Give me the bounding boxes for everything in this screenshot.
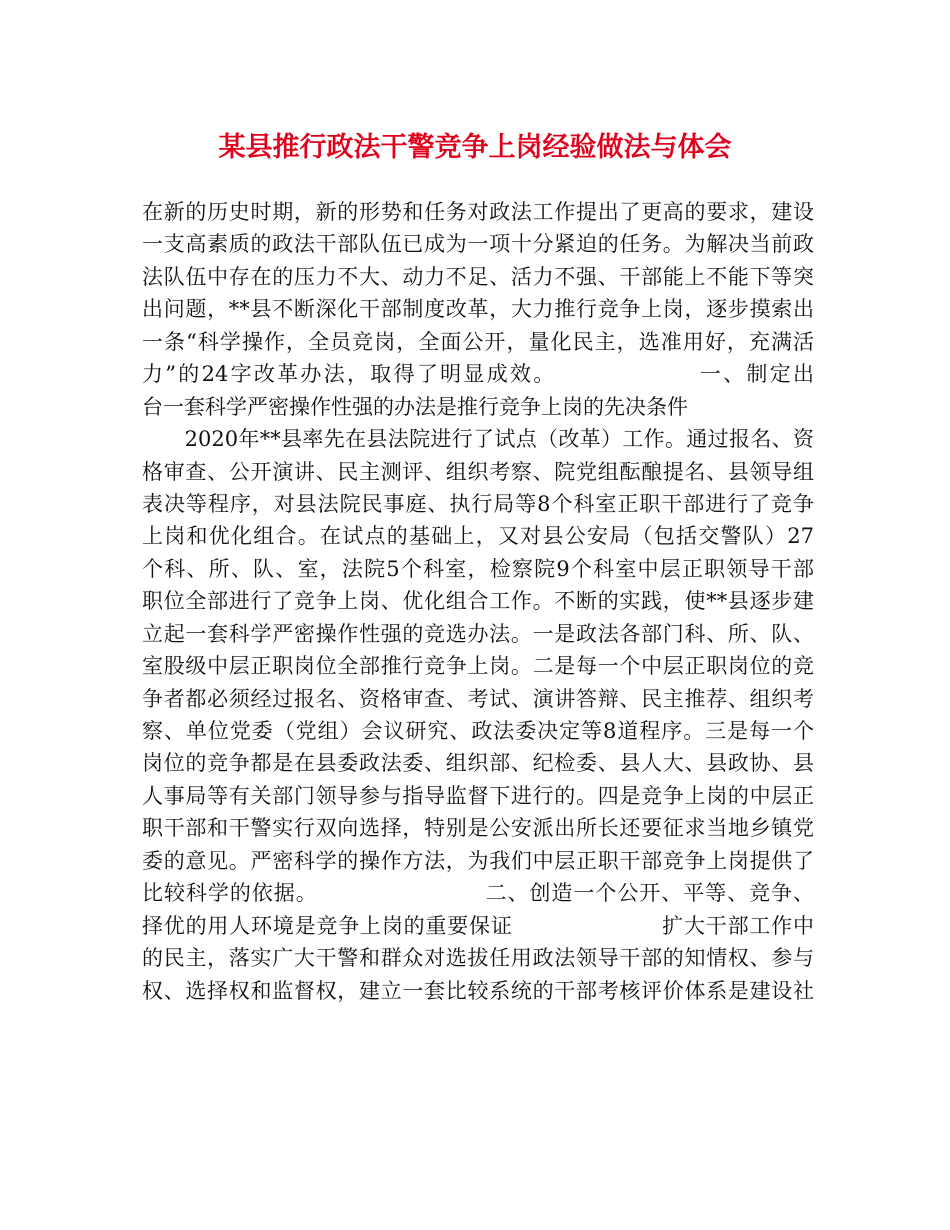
body-line: 法队伍中存在的压力不大、动力不足、活力不强、干部能上不能下等突 <box>142 264 814 289</box>
body-line: 比较科学的依据。 二、创造一个公开、平等、竞争、 <box>142 881 814 906</box>
body-line: 上岗和优化组合。在试点的基础上，又对县公安局（包括交警队）27 <box>142 524 814 549</box>
body-line: 出问题，**县不断深化干部制度改革，大力推行竞争上岗，逐步摸索出 <box>142 297 814 322</box>
body-line: 在新的历史时期，新的形势和任务对政法工作提出了更高的要求，建设 <box>142 200 814 224</box>
body-line: 个科、所、队、室，法院5个科室，检察院9个科室中层正职领导干部 <box>142 556 814 581</box>
document-body <box>142 196 814 1007</box>
body-line: 2020年**县率先在县法院进行了试点（改革）工作。通过报名、资 <box>142 427 814 452</box>
document-title: 某县推行政法干警竞争上岗经验做法与体会 <box>218 132 732 163</box>
body-line: 岗位的竞争都是在县委政法委、组织部、纪检委、县人大、县政协、县 <box>142 751 814 776</box>
body-line: 权、选择权和监督权，建立一套比较系统的干部考核评价体系是建设社 <box>142 978 814 1003</box>
body-line: 台一套科学严密操作性强的办法是推行竞争上岗的先决条件 <box>142 394 688 419</box>
body-line: 一条“科学操作，全员竞岗，全面公开，量化民主，选准用好，充满活 <box>142 329 814 354</box>
body-line: 立起一套科学严密操作性强的竞选办法。一是政法各部门科、所、队、 <box>142 621 814 646</box>
body-line: 一支高素质的政法干部队伍已成为一项十分紧迫的任务。为解决当前政 <box>142 232 814 257</box>
body-line: 委的意见。严密科学的操作方法，为我们中层正职干部竞争上岗提供了 <box>142 848 814 873</box>
body-line: 争者都必须经过报名、资格审查、考试、演讲答辩、民主推荐、组织考 <box>142 686 814 711</box>
body-line: 职干部和干警实行双向选择，特别是公安派出所长还要征求当地乡镇党 <box>142 816 814 841</box>
body-line: 人事局等有关部门领导参与指导监督下进行的。四是竞争上岗的中层正 <box>142 783 814 808</box>
body-line: 室股级中层正职岗位全部推行竞争上岗。二是每一个中层正职岗位的竞 <box>142 654 814 679</box>
body-line: 择优的用人环境是竞争上岗的重要保证 扩大干部工作中 <box>142 913 814 938</box>
body-line: 的民主，落实广大干警和群众对选拔任用政法领导干部的知情权、参与 <box>142 946 814 971</box>
body-line: 表决等程序，对县法院民事庭、执行局等8个科室正职干部进行了竞争 <box>142 491 814 516</box>
body-line: 格审查、公开演讲、民主测评、组织考察、院党组酝酿提名、县领导组 <box>142 459 814 484</box>
body-line: 力”的24字改革办法，取得了明显成效。 一、制定出 <box>142 362 814 387</box>
body-line: 职位全部进行了竞争上岗、优化组合工作。不断的实践，使**县逐步建 <box>142 589 814 614</box>
body-line: 察、单位党委（党组）会议研究、政法委决定等8道程序。三是每一个 <box>142 719 814 743</box>
